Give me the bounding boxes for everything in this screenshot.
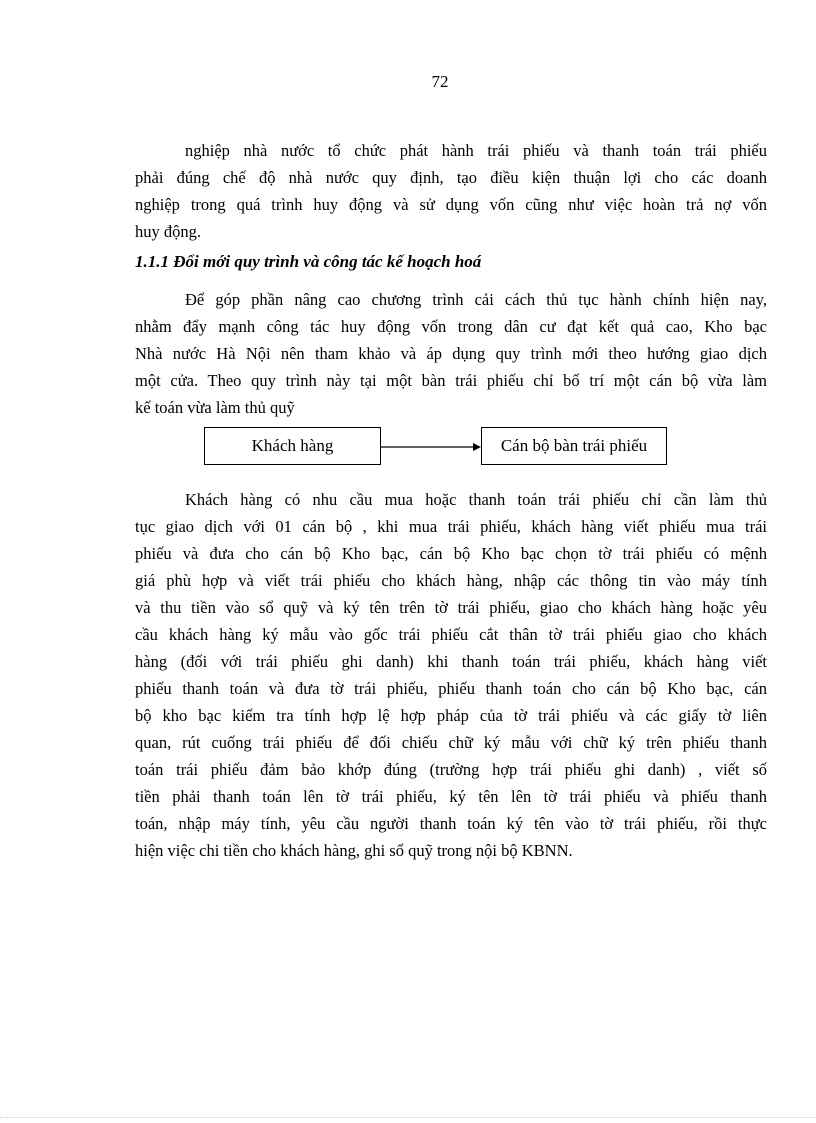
paragraph-line: cầu khách hàng ký mẫu vào gốc trái phiếu cắt thân tờ trái phiếu giao cho khách bbox=[135, 625, 767, 644]
flow-box-bond-officer: Cán bộ bàn trái phiếu bbox=[481, 427, 667, 465]
paragraph-line: nghiệp trong quá trình huy động và sử dụng vốn cũng như việc hoàn trả nợ vốn bbox=[135, 195, 767, 214]
page-number: 72 bbox=[431, 72, 449, 91]
paragraph-transaction-procedure bbox=[135, 486, 767, 864]
paragraph-line: toán, nhập máy tính, yêu cầu người thanh toán ký tên vào tờ trái phiếu, rồi thực bbox=[135, 814, 767, 833]
paragraph-process-reform bbox=[135, 286, 767, 421]
paragraph-line: phải đúng chế độ nhà nước quy định, tạo điều kiện thuận lợi cho các doanh bbox=[135, 168, 767, 187]
section-heading: 1.1.1 Đổi mới quy trình và công tác kế hoạch hoá bbox=[135, 252, 482, 271]
page-bottom-rule bbox=[0, 1117, 816, 1118]
paragraph-line: và thu tiền vào sổ quỹ và ký tên trên tờ trái phiếu, giao cho khách hàng hoặc yêu bbox=[135, 598, 767, 617]
paragraph-line: quan, rút cuống trái phiếu để đối chiếu chữ ký mẫu với chữ ký trên phiếu thanh bbox=[135, 733, 767, 752]
paragraph-line: huy động. bbox=[135, 222, 201, 241]
paragraph-line: Nhà nước Hà Nội nên tham khảo và áp dụng quy trình mới theo hướng giao dịch bbox=[135, 344, 767, 363]
paragraph-line: tục giao dịch với 01 cán bộ , khi mua trái phiếu, khách hàng viết phiếu mua trái bbox=[135, 517, 767, 536]
paragraph-line: tiền phải thanh toán lên tờ trái phiếu, ký tên lên tờ trái phiếu và phiếu thanh bbox=[135, 787, 767, 806]
flow-arrow-icon bbox=[381, 437, 481, 457]
paragraph-bond-issuance bbox=[135, 137, 767, 245]
flow-box-customer: Khách hàng bbox=[204, 427, 381, 465]
paragraph-line: giá phù hợp và viết trái phiếu cho khách hàng, nhập các thông tin vào máy tính bbox=[135, 571, 767, 590]
paragraph-line: phiếu và đưa cho cán bộ Kho bạc, cán bộ Kho bạc chọn tờ trái phiếu có mệnh bbox=[135, 544, 767, 563]
paragraph-line: toán trái phiếu đảm bảo khớp đúng (trường hợp trái phiếu ghi danh) , viết số bbox=[135, 760, 767, 779]
paragraph-line: phiếu thanh toán và đưa tờ trái phiếu, phiếu thanh toán cho cán bộ Kho bạc, cán bbox=[135, 679, 767, 698]
paragraph-line: nhằm đẩy mạnh công tác huy động vốn trong dân cư đạt kết quả cao, Kho bạc bbox=[135, 317, 767, 336]
paragraph-line: kế toán vừa làm thủ quỹ bbox=[135, 398, 295, 417]
paragraph-line: một cửa. Theo quy trình này tại một bàn trái phiếu chỉ bố trí một cán bộ vừa làm bbox=[135, 371, 767, 390]
paragraph-line: hiện việc chi tiền cho khách hàng, ghi sổ quỹ trong nội bộ KBNN. bbox=[135, 841, 573, 860]
paragraph-line: bộ kho bạc kiểm tra tính hợp lệ hợp pháp của tờ trái phiếu và các giấy tờ liên bbox=[135, 706, 767, 725]
paragraph-line: Để góp phần nâng cao chương trình cải cách thủ tục hành chính hiện nay, bbox=[185, 290, 767, 309]
paragraph-line: nghiệp nhà nước tổ chức phát hành trái phiếu và thanh toán trái phiếu bbox=[185, 141, 767, 160]
paragraph-line: Khách hàng có nhu cầu mua hoặc thanh toán trái phiếu chỉ cần làm thủ bbox=[185, 490, 767, 509]
paragraph-line: hàng (đối với trái phiếu ghi danh) khi thanh toán trái phiếu, khách hàng viết bbox=[135, 652, 767, 671]
